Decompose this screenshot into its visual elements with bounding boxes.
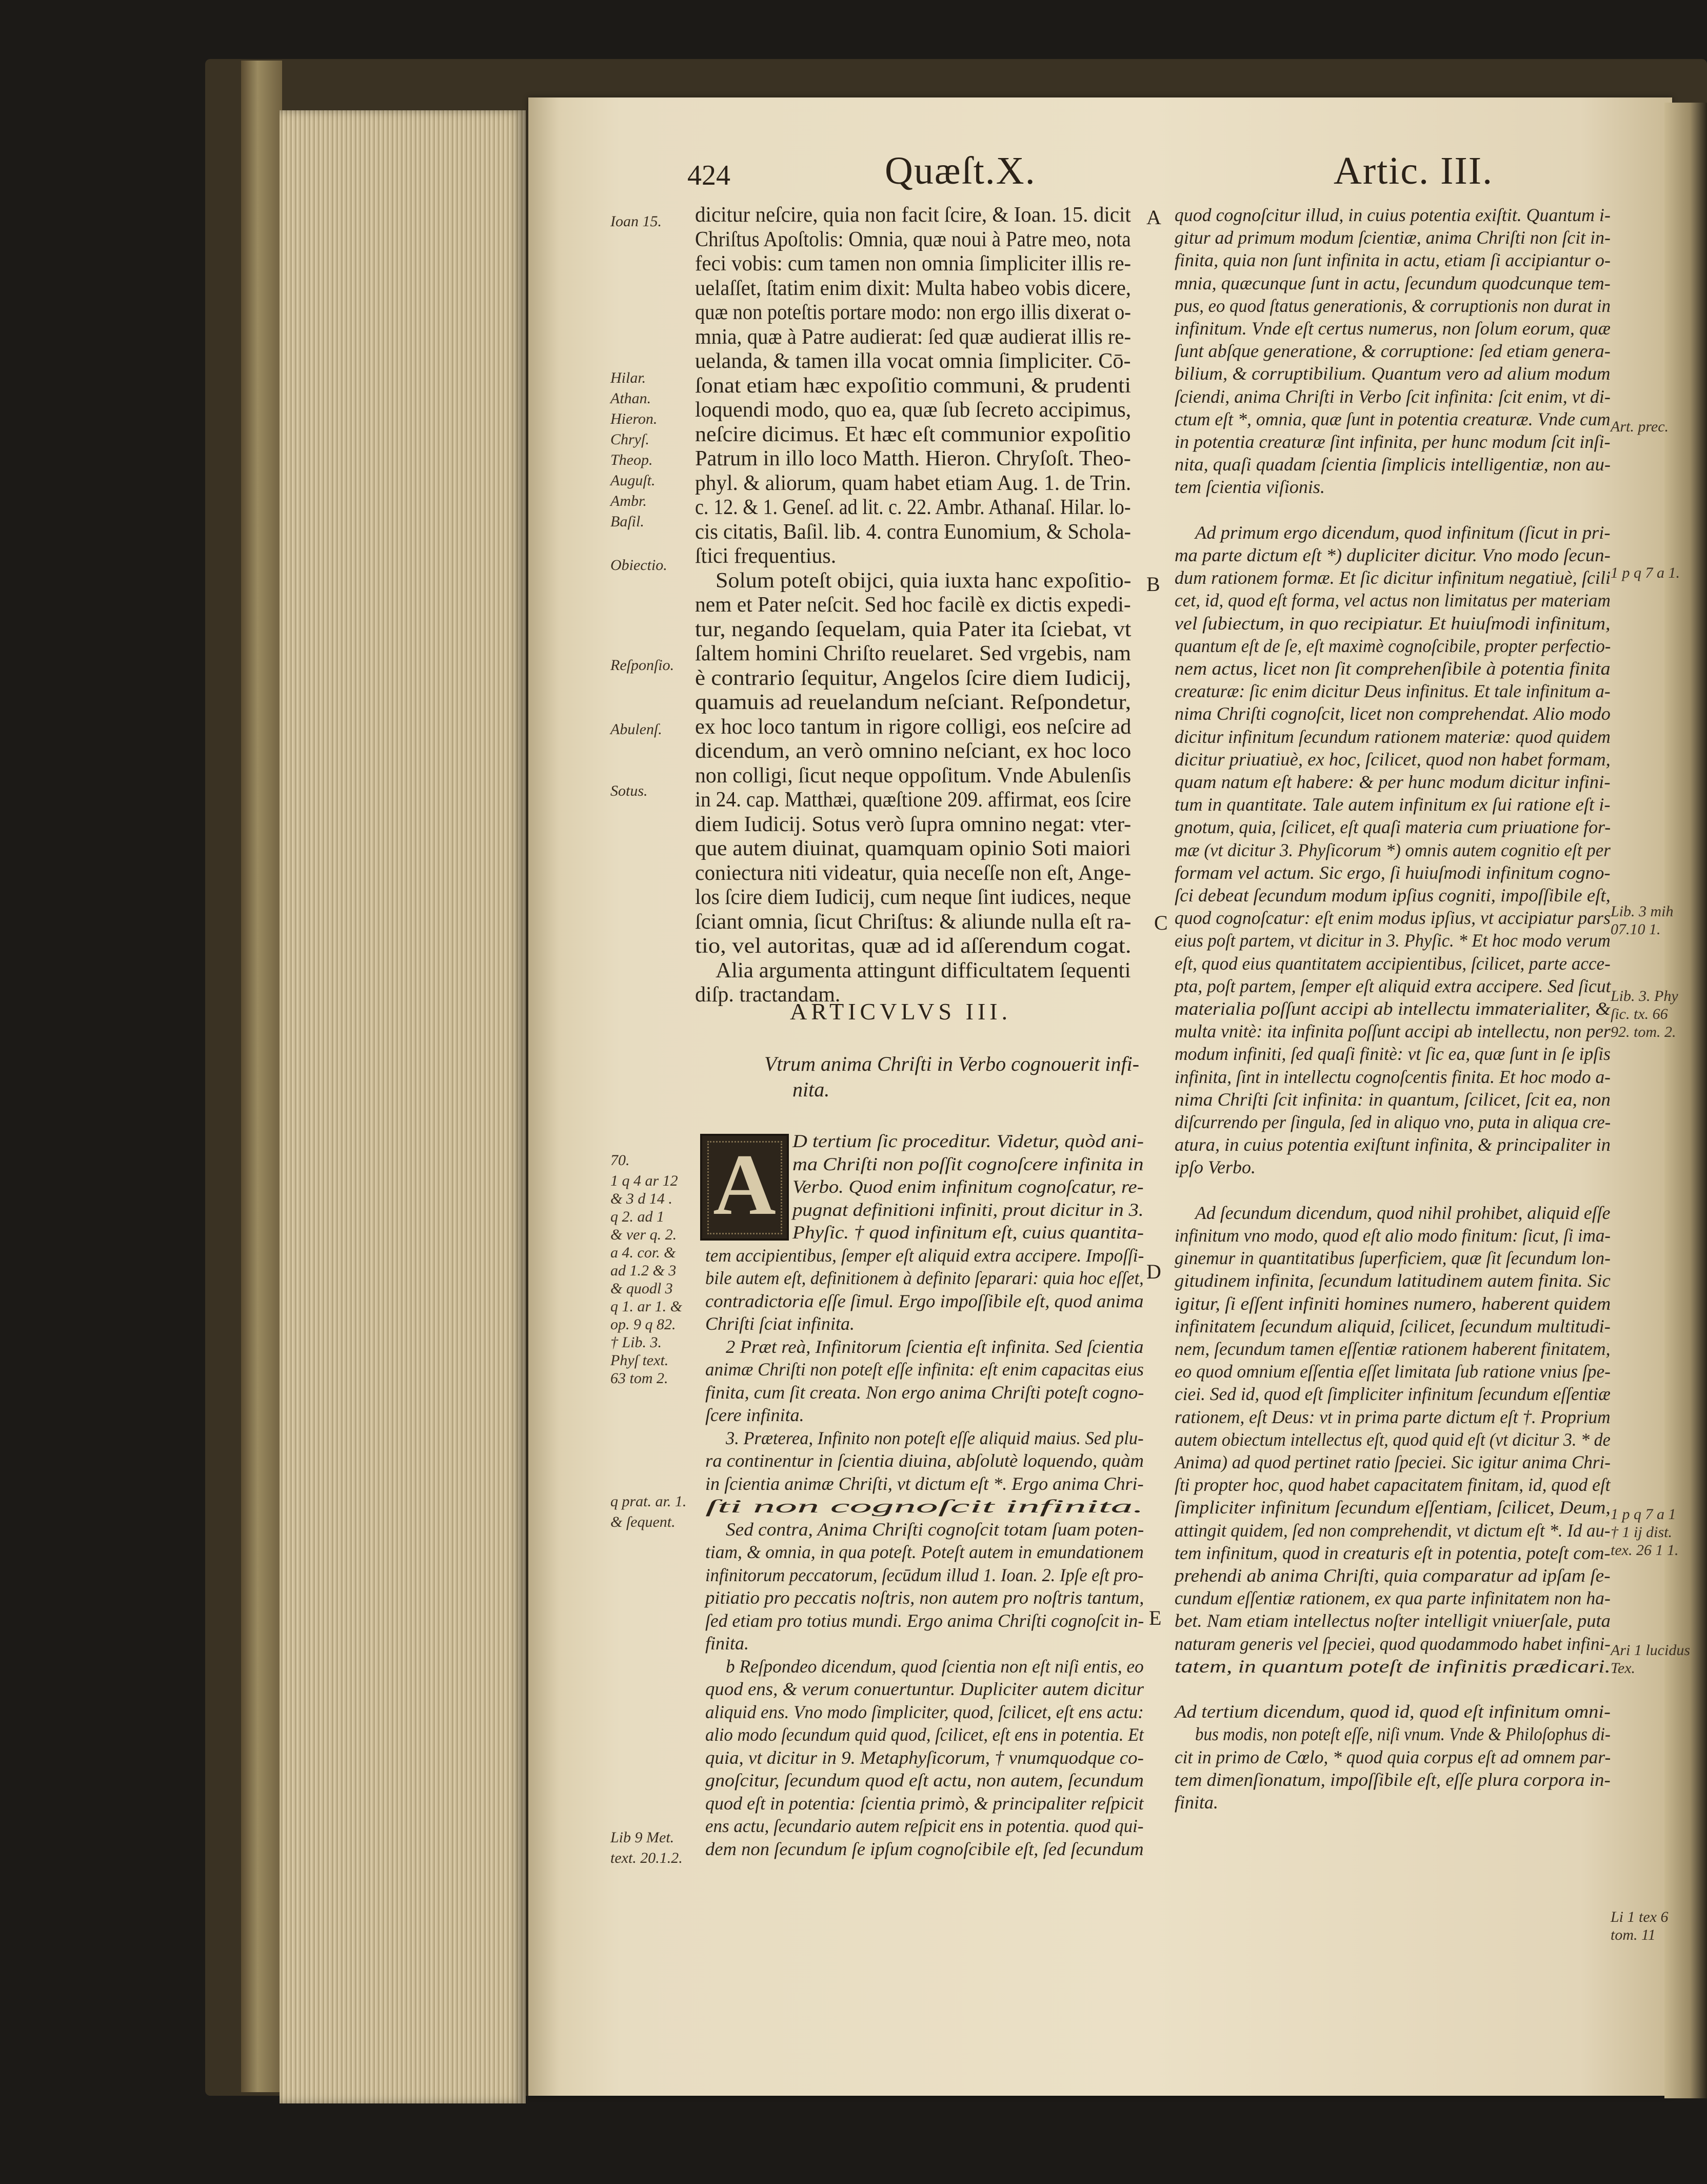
text-line: ciei. Sed id, quod eſt ſimpliciter infinitum ſecundum eſſentiæ (1175, 1384, 1611, 1405)
margin-note: Hilar. (610, 369, 646, 386)
text-line: Phyſic. † quod infinitum eſt, cuius quantita- (792, 1222, 1144, 1243)
text-line: Alia argumenta attingunt difficultatem ſequenti (716, 958, 1131, 982)
article-heading: ARTICVLVS III. (790, 998, 1012, 1025)
margin-note: op. 9 q 82. (610, 1316, 676, 1333)
text-line: quam natum eſt habere: & per hunc modum dicitur infini- (1175, 772, 1611, 792)
text-line: tem infinitum, quod in creaturis eſt in potentia, poteſt com- (1175, 1542, 1611, 1563)
text-line: nem actus, licet non ſit comprehenſibile à potentia finita (1175, 658, 1611, 679)
text-line: ra continentur in ſcientia diuina, abſolutè loquendo, quàm (705, 1450, 1144, 1471)
text-line: Chriſti ſciat infinita. (705, 1313, 855, 1334)
text-line: dicitur infinitum ſecundum rationem materiæ: quod quidem (1175, 726, 1611, 747)
text-line: phyl. & aliorum, quam habet etiam Aug. 1. de Trin. (695, 471, 1132, 495)
text-line: ſti non cognoſcit infinita. (705, 1496, 1144, 1517)
section-letter: C (1154, 911, 1168, 934)
margin-note: Reſponſio. (610, 657, 674, 674)
margin-note: 1 p q 7 a 1 (1611, 1506, 1676, 1523)
text-line: Anima) ad quod pertinet ratio ſpeciei. Sic igitur anima Chri- (1175, 1452, 1611, 1472)
text-line: nem, ſecundum tamen eſſentiæ rationem haberent finitatem, (1175, 1339, 1611, 1359)
article-question: Vtrum anima Chriſti in Verbo cognouerit infi- (764, 1052, 1140, 1075)
margin-note: Auguſt. (610, 472, 656, 489)
text-line: ſed etiam pro totius mundi. Ergo anima Chriſti cognoſcit in- (705, 1610, 1144, 1631)
text-line: multa vnitè: ita infinita poſſunt accipi ab intellectu, non per (1175, 1021, 1611, 1042)
text-line: quantum eſt de ſe, eſt maximè cognoſcibile, propter perfectio- (1175, 635, 1611, 656)
text-line: nima Chriſti cognoſcit, licet non comprehendat. Alio modo (1175, 703, 1611, 724)
text-line: Patrum in illo loco Matth. Hieron. Chryſoſt. Theo- (695, 447, 1131, 470)
text-line: infinitorum peccatorum, ſecūdum illud 1. Ioan. 2. Ipſe eſt pro- (705, 1564, 1144, 1585)
text-line: tem dimenſionatum, impoſſibile eſt, eſſe plura corpora in- (1175, 1769, 1611, 1790)
text-line: quod cognoſcatur: eſt enim modus ipſius, vt accipiatur pars (1175, 908, 1611, 929)
text-line: ctum eſt *, omnia, quæ ſunt in potentia creaturæ. Vnde cum (1175, 408, 1611, 429)
text-line: mæ (vt dicitur 3. Phyſicorum *) omnis autem cognitio eſt per (1175, 839, 1611, 860)
text-line: cis citatis, Baſil. lib. 4. contra Eunomium, & Schola- (695, 520, 1132, 544)
text-line: mnia, quæ à Patre audierat: ſed quæ audierat illis re- (695, 325, 1132, 349)
text-line: modum infiniti, ſed quaſi finitè: vt ſic ea, quæ ſunt in ſe ipſis (1175, 1044, 1611, 1065)
text-line: 3. Præterea, Infinito non poteſt eſſe aliquid maius. Sed plu- (726, 1427, 1144, 1448)
margin-note: Obiectio. (610, 557, 667, 574)
text-line: quæ non poteſtis portare modo: non ergo illis dixerat o- (695, 301, 1131, 324)
text-line: bile autem eſt, definitionem à definito ſeparari: quia hoc eſſet, (705, 1268, 1144, 1288)
text-line: ma Chriſti non poſſit cognoſcere infinita in (792, 1153, 1144, 1174)
text-line: contradictoria eſſe ſimul. Ergo impoſſibile eſt, quod anima (705, 1290, 1144, 1311)
text-line: pta, poſt partem, ſemper eſt aliquid extra accipere. Sed ſicut (1175, 975, 1611, 996)
text-line: ſunt abſque generatione, & corruptione: ſed etiam genera- (1175, 341, 1611, 362)
text-line: pitiatio pro peccatis noſtris, non autem pro noſtris tantum, (705, 1587, 1144, 1608)
text-line: Ad tertium dicendum, quod id, quod eſt infinitum omni- (1175, 1701, 1611, 1722)
margin-note: tex. 26 1 1. (1611, 1542, 1679, 1559)
margin-note: & 3 d 14 . (610, 1190, 672, 1207)
text-line: naturam generis vel ſpeciei, quod quodammodo habet infini- (1175, 1633, 1611, 1654)
text-line: bilium, & corruptibilium. Quantum vero ad alium modum (1175, 363, 1611, 384)
margin-note: 70. (610, 1152, 630, 1169)
margin-note: † Lib. 3. (610, 1334, 662, 1351)
text-line: coniectura niti videatur, quia neceſſe non eſt, Ange- (695, 861, 1132, 885)
margin-note: 1 p q 7 a 1. (1611, 564, 1680, 581)
text-line: cet, id, quod eſt forma, vel actus non limitatus per materiam (1175, 590, 1611, 611)
margin-note: ſic. tx. 66 (1611, 1006, 1668, 1022)
text-line: diſp. tractandam. (695, 983, 841, 1007)
margin-note: Lib. 3. Phy (1611, 988, 1678, 1005)
page-edges (280, 110, 526, 2103)
text-line: nem et Pater neſcit. Sed hoc facilè ex dictis expedi- (695, 593, 1131, 617)
section-letter: E (1149, 1606, 1162, 1629)
margin-note: q 1. ar 1. & (610, 1298, 683, 1315)
text-line: quod eſt in potentia: ſcientia primò, & principaliter reſpicit (705, 1793, 1144, 1814)
text-line: ſaltem homini Chriſto reuelaret. Sed vrgebis, nam (695, 642, 1132, 665)
section-letter: B (1146, 573, 1160, 596)
text-line: uelaſſet, ſtatim enim dixit: Multa habeo vobis dicere, (695, 276, 1131, 300)
text-line: prehendi ab anima Chriſti, quia comparatur ad ipſam ſe- (1175, 1565, 1611, 1586)
margin-note: Chryſ. (610, 431, 649, 448)
text-line: autem obiectum intellectus eſt, quod quid eſt (vt dicitur 3. * de (1175, 1429, 1611, 1450)
margin-note: text. 20.1.2. (610, 1849, 683, 1866)
text-line: alio modo ſecundum quid quod, ſcilicet, eſt ens in potentia. Et (705, 1724, 1144, 1745)
text-line: in ſcientia animæ Chriſti, vt dictum eſt *. Ergo anima Chri- (705, 1473, 1144, 1494)
margin-note: Tex. (1611, 1660, 1636, 1677)
text-line: cundum eſſentiæ rationem, ex qua parte infinitatem non ha- (1175, 1588, 1611, 1609)
margin-note: Abulenſ. (610, 721, 662, 738)
text-line: c. 12. & 1. Geneſ. ad lit. c. 22. Ambr. Athanaſ. Hilar. lo- (695, 496, 1131, 519)
text-line: eo quod omnium eſſentia eſſet limitata ſub ratione vnius ſpe- (1175, 1361, 1611, 1382)
text-line: tatem, in quantum poteſt de infinitis prædicari. (1175, 1656, 1611, 1677)
text-line: ipſo Verbo. (1175, 1157, 1256, 1178)
text-line: neſcire dicimus. Et hæc eſt communior expoſitio (695, 422, 1131, 446)
text-line: ſonat etiam hæc expoſitio communi, & prudenti (695, 373, 1132, 398)
margin-note: Lib 9 Met. (610, 1829, 674, 1846)
text-line: gitur ad primum modum ſcientiæ, anima Chriſti non ſcit in- (1175, 227, 1611, 248)
text-line: dum rationem formæ. Et ſic dicitur infinitum negatiuè, ſcili (1175, 567, 1611, 588)
text-line: eius poſt partem, vt dicitur in 3. Phyſic. * Et hoc modo verum (1175, 930, 1611, 951)
margin-note: Phyſ text. (610, 1352, 669, 1369)
text-line: aliquid ens. Vno modo ſimpliciter, quod, ſcilicet, eſt ens actu: (705, 1701, 1144, 1722)
text-line: in potentia creaturæ ſint infinita, per hunc modum ſcit inſi- (1175, 431, 1611, 452)
text-line: Solum poteſt obijci, quia iuxta hanc expoſitio- (716, 568, 1132, 593)
text-line: finita, quia non ſunt infinita in actu, etiam ſi accipiantur o- (1175, 250, 1611, 271)
text-line: ſciendi, anima Chriſti in Verbo ſcit infinita: ſcit enim, vt di- (1175, 386, 1611, 407)
text-line: dicitur neſcire, quia non facit ſcire, & Ioan. 15. dicit (695, 203, 1131, 227)
margin-note: Baſil. (610, 513, 644, 530)
text-line: infinita, ſint in intellectu cognoſcentis finita. Et hoc modo a- (1175, 1066, 1611, 1087)
text-line: ſimpliciter infinitum ſecundum eſſentiam, ſcilicet, Deum, (1175, 1497, 1611, 1518)
text-line: Ad ſecundum dicendum, quod nihil prohibet, aliquid eſſe (1195, 1202, 1611, 1223)
text-line: feci vobis: cum tamen non omnia ſimpliciter illis re- (695, 252, 1132, 276)
text-line: bet. Nam etiam intellectus noſter intelligit vniuerſale, puta (1175, 1610, 1611, 1631)
margin-note: & ſequent. (610, 1513, 676, 1530)
text-line: ens actu, ſecundario autem reſpicit ens in potentia. quod qui- (705, 1816, 1144, 1836)
text-line: ſci debeat ſecundum modum ipſius cogniti, impoſſibile eſt, (1175, 885, 1611, 906)
text-line: dicitur priuatiuè, ex hoc, ſcilicet, quod non habet formam, (1175, 749, 1611, 770)
text-line: ſtici frequentius. (695, 544, 837, 568)
text-line: creaturæ: ſic enim dicitur Deus infinitus. Et tale infinitum a- (1175, 681, 1611, 702)
text-line: que autem diuinat, quamquam opinio Soti maiori (695, 837, 1131, 860)
margin-note: & quodl 3 (610, 1280, 673, 1297)
text-line: 2 Præt reà, Infinitorum ſcientia eſt infinita. Sed ſcientia (726, 1336, 1144, 1357)
text-line: pus, eo quod ſtatus generationis, & corruptionis non durat in (1175, 295, 1611, 316)
text-line: in 24. cap. Matthæi, quæſtione 209. affirmat, eos ſcire (695, 788, 1132, 812)
text-line: tem accipientibus, ſemper eſt aliquid extra accipere. Impoſſi- (705, 1245, 1144, 1266)
text-line: ſciant omnia, ſicut Chriſtus: & aliunde nulla eſt ra- (695, 910, 1132, 934)
text-line: bus modis, non poteſt eſſe, niſi vnum. Vnde & Philoſophus di- (1195, 1724, 1611, 1745)
text-line: ex hoc loco tantum in rigore colligi, eos neſcire ad (695, 715, 1132, 739)
margin-note: q prat. ar. 1. (610, 1493, 687, 1510)
text-line: uelanda, & tamen illa vocat omnia ſimpliciter. Cō- (695, 349, 1131, 373)
text-line: Verbo. Quod enim infinitum cognoſcatur, re- (792, 1176, 1144, 1197)
text-line: b Reſpondeo dicendum, quod ſcientia non eſt niſi entis, eo (726, 1656, 1144, 1677)
text-line: rationem, eſt Deus: vt in prima parte dictum eſt †. Proprium (1175, 1406, 1611, 1427)
text-line: atura, in cuius potentia exiſtunt infinita, & principaliter in (1175, 1134, 1611, 1155)
text-line: materialia poſſunt accipi ab intellectu immaterialiter, & (1175, 998, 1611, 1019)
margin-note: Ari 1 lucidus (1611, 1642, 1690, 1659)
running-title-left: Quæſt.X. (885, 149, 1036, 192)
facing-page-edge (1664, 103, 1707, 2098)
text-line: tem ſcientia viſionis. (1175, 477, 1325, 498)
margin-note: Ambr. (610, 493, 647, 509)
text-line: attingit quidem, ſed non comprehendit, vt dictum eſt *. Id au- (1175, 1520, 1611, 1541)
text-line: dem non ſecundum ſe ipſum cognoſcibile eſt, ſed ſecundum (705, 1838, 1144, 1859)
text-line: nita, quaſi quadam ſcientia ſimplicis intelligentiæ, non au- (1175, 454, 1611, 475)
text-line: finita, cum ſit creata. Non ergo anima Chriſti poteſt cogno- (705, 1382, 1144, 1403)
text-line: formam vel actum. Sic ergo, ſi huiuſmodi infinitum cogno- (1175, 862, 1611, 883)
text-line: gitudinem infinita, ſecundum latitudinem autem finita. Sic (1175, 1270, 1611, 1291)
margin-note: Ioan 15. (610, 213, 662, 230)
section-letter: D (1146, 1260, 1161, 1283)
text-line: D tertium ſic proceditur. Videtur, quòd ani- (792, 1131, 1144, 1151)
text-line: vel ſubiectum, in quo recipiatur. Et huiuſmodi infinitum, (1175, 613, 1611, 634)
text-line: los ſcire diem Iudicij, cum neque ſint iudices, neque (695, 886, 1132, 909)
text-line: Sed contra, Anima Chriſti cognoſcit totam ſuam poten- (726, 1519, 1144, 1540)
text-line: quod ens, & verum conuertuntur. Dupliciter autem dicitur (705, 1679, 1144, 1699)
text-line: tiam, & omnia, in qua poteſt. Poteſt autem in emundationem (705, 1542, 1144, 1562)
margin-note: Art. prec. (1611, 418, 1669, 435)
text-line: infinitum vno modo, quod eſt alio modo finitum: ſicut, ſi ima- (1175, 1225, 1611, 1246)
margin-note: Sotus. (610, 782, 648, 799)
running-title-right: Artic. III. (1334, 149, 1494, 192)
margin-note: Athan. (610, 390, 651, 407)
text-line: loquendi modo, quo ea, quæ ſub ſecreto accipimus, (695, 398, 1132, 422)
text-line: ſti propter hoc, quod habet capacitatem finitam, id, quod eſt (1175, 1474, 1611, 1496)
text-line: gnoſcitur, ſecundum quod eſt actu, non autem, ſecundum (705, 1770, 1144, 1791)
margin-note: 63 tom 2. (610, 1370, 668, 1387)
margin-note: a 4. cor. & (610, 1244, 676, 1261)
text-line: quia, vt dicitur in 9. Metaphyſicorum, † vnumquodque co- (705, 1747, 1144, 1768)
margin-note: † 1 ij dist. (1611, 1524, 1673, 1541)
text-line: non colligi, ſicut neque oppoſitum. Vnde Abulenſis (695, 763, 1132, 788)
text-line: pugnat definitioni infiniti, prout dicitur in 3. (792, 1199, 1144, 1220)
text-line: Ad primum ergo dicendum, quod infinitum (ſicut in pri- (1195, 522, 1611, 543)
text-line: tur, negando ſequelam, quia Pater ita ſciebat, vt (695, 617, 1132, 641)
text-line: nima Chriſti ſcit infinita: in quantum, ſcilicet, ſcit ea, non (1175, 1089, 1611, 1110)
text-line: quod cognoſcitur illud, in cuius potentia exiſtit. Quantum i- (1175, 205, 1611, 225)
margin-note: Hieron. (610, 410, 658, 427)
text-line: animæ Chriſti non poteſt eſſe infinita: eſt enim capacitas eius (705, 1359, 1144, 1380)
text-line: infinitatem ſecundum aliquid, ſcilicet, ſecundum multitudi- (1175, 1315, 1611, 1336)
text-line: è contrario ſequitur, Angelos ſcire diem Iudicij, (695, 666, 1132, 690)
book-spine (241, 61, 282, 2092)
margin-note: & ver q. 2. (610, 1226, 677, 1243)
margin-note: 07.10 1. (1611, 921, 1661, 938)
margin-note: Theop. (610, 451, 653, 468)
article-question: nita. (792, 1078, 830, 1101)
text-line: finita. (1175, 1792, 1219, 1813)
text-line: ma parte dictum eſt *) dupliciter dicitur. Vno modo ſecun- (1175, 545, 1611, 565)
text-line: diem Iudicij. Sotus verò ſupra omnino negat: vter- (695, 812, 1132, 836)
page-number: 424 (687, 160, 730, 191)
text-line: dicendum, an verò omnino neſciant, ex hoc loco (695, 739, 1132, 763)
section-letter: A (1146, 206, 1161, 229)
decorated-initial (700, 1134, 789, 1241)
text-line: igitur, ſi eſſent infiniti homines numero, haberent quidem (1175, 1293, 1611, 1314)
text-line: finita. (705, 1633, 749, 1654)
text-line: quamuis ad reuelandum neſciant. Reſpondetur, (695, 691, 1132, 714)
margin-note: ad 1.2 & 3 (610, 1262, 677, 1279)
margin-note: tom. 11 (1611, 1926, 1656, 1943)
initial-letter: A (713, 1136, 776, 1233)
text-line: tum in quantitate. Tale autem infinitum ex ſui ratione eſt i- (1175, 794, 1611, 815)
text-line: gnotum, quia, ſcilicet, eſt quaſi materia cum priuatione for- (1175, 817, 1611, 838)
text-line: infinitum. Vnde eſt certus numerus, non ſolum eorum, quæ (1175, 318, 1611, 339)
text-line: Chriſtus Apoſtolis: Omnia, quæ noui à Patre meo, nota (695, 227, 1131, 251)
text-line: diſcurrendo per ſingula, ſed in aliquo vno, puta in aliqua cre- (1175, 1112, 1611, 1132)
margin-note: Lib. 3 mih (1611, 903, 1674, 920)
text-line: cit in primo de Cœlo, * quod quia corpus eſt ad omnem par- (1175, 1746, 1611, 1767)
text-line: eſt, quod eius quantitatem accipientibus, ſcilicet, parte acce- (1175, 953, 1611, 974)
margin-note: 1 q 4 ar 12 (610, 1172, 678, 1189)
text-line: tio, vel autoritas, quæ ad id aſſerendum cogat. (695, 934, 1132, 958)
text-line: mnia, quæcunque ſunt in actu, ſecundum quodcunque tem- (1175, 272, 1611, 293)
margin-note: Li 1 tex 6 (1611, 1908, 1669, 1925)
text-line: ginemur in quantitatibus ſuperficiem, quæ ſit ſecundum lon- (1175, 1248, 1611, 1269)
margin-note: q 2. ad 1 (610, 1208, 664, 1225)
text-line: ſcere infinita. (705, 1405, 804, 1425)
margin-note: 92. tom. 2. (1611, 1024, 1676, 1040)
